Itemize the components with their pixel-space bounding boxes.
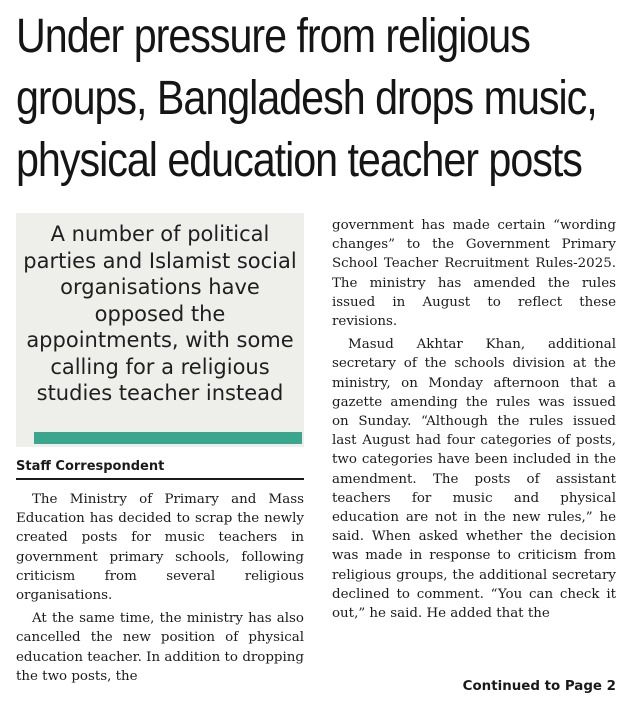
pull-quote-text: A number of political parties and Islamist social organisations have opposed the appointments, with some calling for a religious studies teacher instead — [23, 222, 297, 405]
paragraph: The Ministry of Primary and Mass Education has decided to scrap the newly created posts for music teachers in government primary schools, following criticism from several religious organisations. — [16, 492, 304, 604]
pull-quote-accent-bar — [34, 432, 302, 444]
paragraph: Masud Akhtar Khan, additional secretary of the schools division at the ministry, on Monday afternoon that a gazette amending the rules was issued on Sunday. “Although the rules issued last August had four categories of posts, two categories have been included in the amendment. The posts of assistant teachers for music and physical education are not in the new rules,” he said. When asked whether the decision was made in response to criticism from religious groups, the additional secretary declined to comment. “You can check it out,” he said. He added that the — [332, 337, 616, 622]
byline: Staff Correspondent — [16, 458, 304, 480]
article-column-1 — [16, 490, 304, 686]
article-column-2 — [332, 216, 616, 623]
continued-jump-line[interactable]: Continued to Page 2 — [462, 679, 616, 694]
paragraph: At the same time, the ministry has also cancelled the new position of physical education teacher. In addition to dropping the two posts, the — [16, 611, 304, 684]
headline: Under pressure from religious groups, Bangladesh drops music, physical education teacher posts — [16, 10, 597, 187]
paragraph: government has made certain “wording changes” to the Government Primary School Teacher Recruitment Rules-2025. The ministry has amended the rules issued in August to reflect these revisions. — [332, 218, 616, 330]
pull-quote-box — [16, 213, 304, 447]
